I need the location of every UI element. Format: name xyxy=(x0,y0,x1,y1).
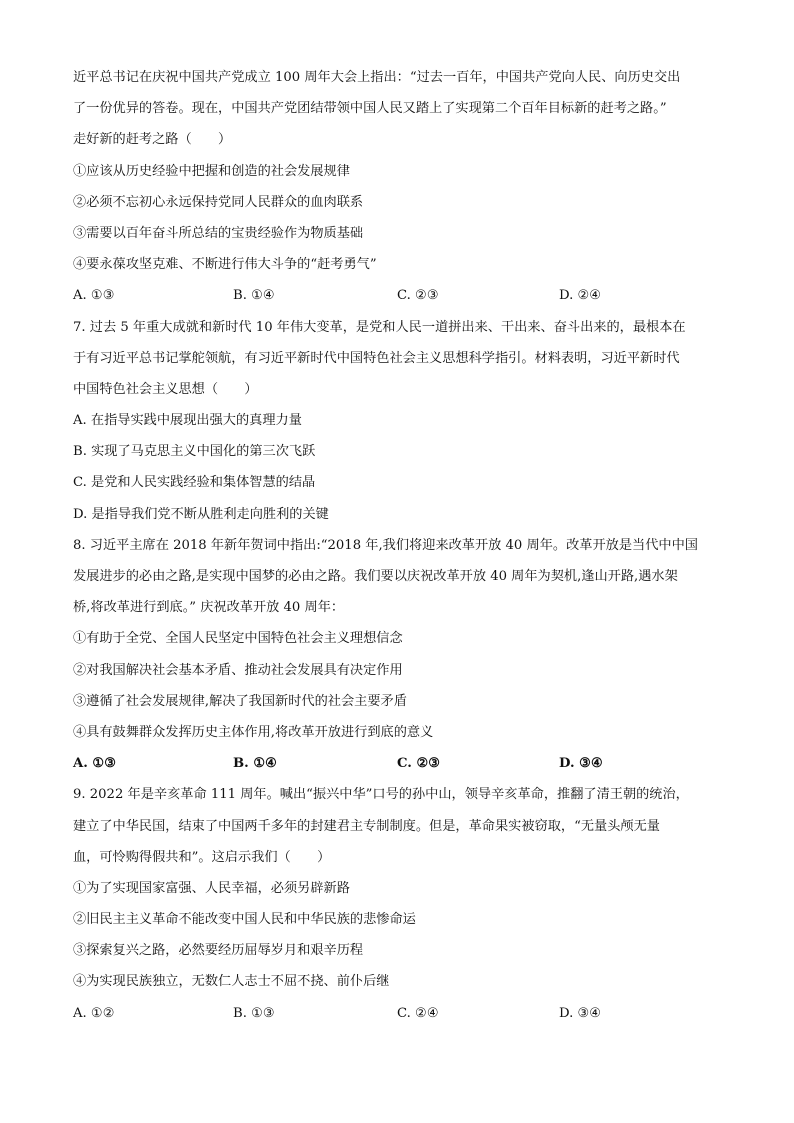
question-stem-line: 了一份优异的答卷。现在，中国共产党团结带领中国人民又踏上了实现第二个百年目标新的赶考之路。” xyxy=(73,101,667,117)
statement-item: ③需要以百年奋斗所总结的宝贵经验作为物质基础 xyxy=(73,225,364,241)
option-a: A. 在指导实践中展现出强大的真理力量 xyxy=(73,413,302,429)
option-d: D. 是指导我们党不断从胜利走向胜利的关键 xyxy=(73,506,329,522)
question-stem-line: 8. 习近平主席在 2018 年新年贺词中指出:“2018 年,我们将迎来改革开放 40 周年。改革开放是当代中中国 xyxy=(73,537,698,553)
question-8 xyxy=(73,530,723,780)
option-a: A. ①③ xyxy=(73,756,117,772)
option-a: A. ①② xyxy=(73,1005,115,1021)
option-d: D. ③④ xyxy=(559,1005,602,1021)
statement-item: ②旧民主主义革命不能改变中国人民和中华民族的悲惨命运 xyxy=(73,912,416,928)
statement-item: ①有助于全党、全国人民坚定中国特色社会主义理想信念 xyxy=(73,631,403,647)
statement-item: ③遵循了社会发展规律,解决了我国新时代的社会主要矛盾 xyxy=(73,693,407,709)
option-b: B. ①④ xyxy=(233,288,275,304)
question-stem-line: 血，可怜购得假共和”。这启示我们（ ） xyxy=(73,849,331,865)
question-6 xyxy=(73,62,723,312)
question-stem-line: 建立了中华民国，结束了中国两千多年的封建君主专制制度。但是，革命果实被窃取，“无量头颅无量 xyxy=(73,818,660,834)
statement-item: ①为了实现国家富强、人民幸福，必须另辟新路 xyxy=(73,880,350,896)
question-stem-line: 走好新的赶考之路（ ） xyxy=(73,132,232,148)
statement-item: ④具有鼓舞群众发挥历史主体作用,将改革开放进行到底的意义 xyxy=(73,724,434,740)
statement-item: ②对我国解决社会基本矛盾、推动社会发展具有决定作用 xyxy=(73,662,403,678)
statement-item: ③探索复兴之路，必然要经历屈辱岁月和艰辛历程 xyxy=(73,943,364,959)
question-9 xyxy=(73,779,723,1029)
statement-item: ④为实现民族独立，无数仁人志士不屈不挠、前仆后继 xyxy=(73,974,390,990)
option-c: C. ②④ xyxy=(397,1005,439,1021)
statement-item: ②必须不忘初心永远保持党同人民群众的血肉联系 xyxy=(73,194,364,210)
question-stem-line: 发展进步的必由之路,是实现中国梦的必由之路。我们要以庆祝改革开放 40 周年为契机,逢山开路,遇水架 xyxy=(73,569,678,584)
option-b: B. 实现了马克思主义中国化的第三次飞跃 xyxy=(73,444,316,460)
question-stem-line: 7. 过去 5 年重大成就和新时代 10 年伟大变革，是党和人民一道拼出来、干出来、奋斗出来的，最根本在 xyxy=(73,319,686,335)
question-7 xyxy=(73,312,723,530)
answer-options xyxy=(73,748,723,779)
option-a: A. ①③ xyxy=(73,288,115,304)
answer-options xyxy=(73,280,723,311)
question-stem-line: 中国特色社会主义思想（ ） xyxy=(73,381,258,397)
statement-item: ①应该从历史经验中把握和创造的社会发展规律 xyxy=(73,163,350,179)
answer-options xyxy=(73,998,723,1029)
option-c: C. ②③ xyxy=(397,288,439,304)
option-c: C. 是党和人民实践经验和集体智慧的结晶 xyxy=(73,475,316,491)
option-c: C. ②③ xyxy=(397,756,441,772)
exam-page xyxy=(73,62,723,1029)
option-b: B. ①③ xyxy=(233,1005,275,1021)
option-b: B. ①④ xyxy=(233,756,277,772)
question-stem-line: 9. 2022 年是辛亥革命 111 周年。喊出“振兴中华”口号的孙中山，领导辛亥革命，推翻了清王朝的统治， xyxy=(73,787,689,803)
question-stem-line: 近平总书记在庆祝中国共产党成立 100 周年大会上指出：“过去一百年，中国共产党向人民、向历史交出 xyxy=(73,70,681,85)
question-stem-line: 桥,将改革进行到底。” 庆祝改革开放 40 周年： xyxy=(73,600,345,616)
statement-item: ④要永葆攻坚克难、不断进行伟大斗争的“赶考勇气” xyxy=(73,257,377,273)
option-d: D. ②④ xyxy=(559,288,602,304)
question-stem-line: 于有习近平总书记掌舵领航，有习近平新时代中国特色社会主义思想科学指引。材料表明，习近平新时代 xyxy=(73,350,680,366)
option-d: D. ③④ xyxy=(559,756,603,772)
